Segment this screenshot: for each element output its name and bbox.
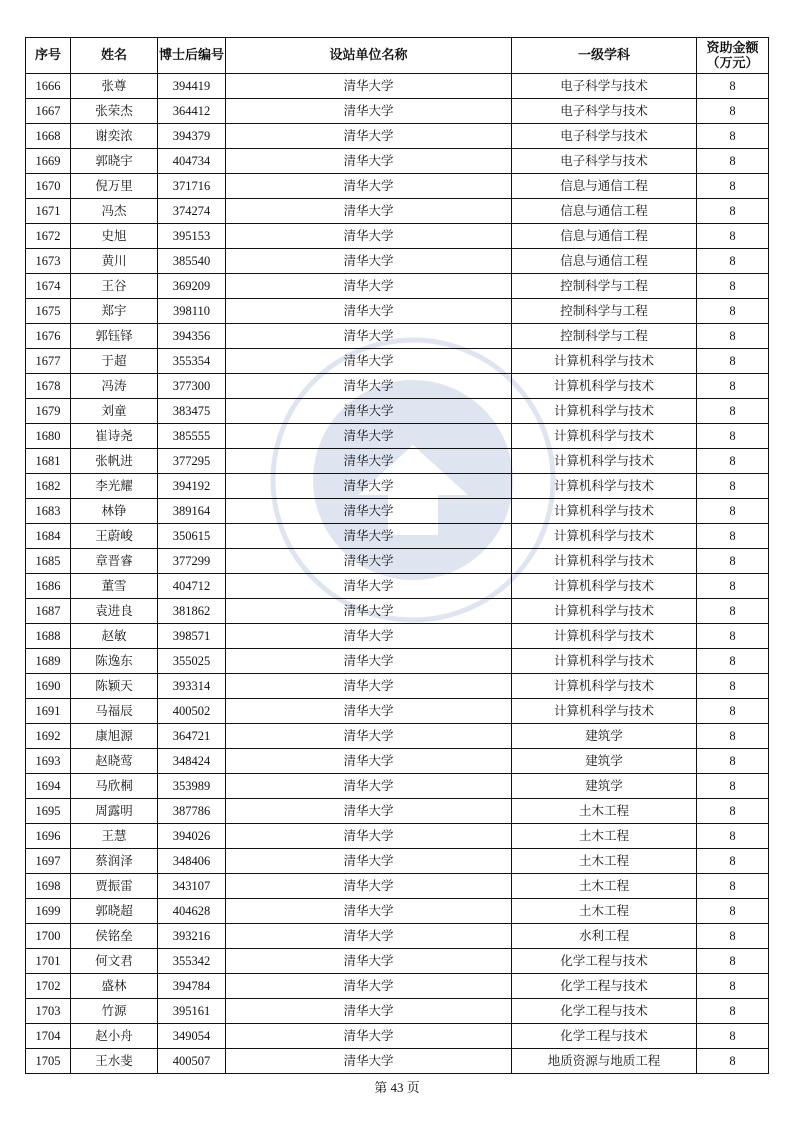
cell-index: 1678 xyxy=(26,374,71,399)
cell-postdoc-id: 398571 xyxy=(158,624,226,649)
table-header-row xyxy=(26,38,769,74)
cell-discipline: 土木工程 xyxy=(512,849,697,874)
cell-name: 冯涛 xyxy=(71,374,158,399)
cell-postdoc-id: 394379 xyxy=(158,124,226,149)
cell-postdoc-id: 355342 xyxy=(158,949,226,974)
cell-amount: 8 xyxy=(697,324,769,349)
cell-name: 倪万里 xyxy=(71,174,158,199)
cell-name: 贾振雷 xyxy=(71,874,158,899)
cell-postdoc-id: 398110 xyxy=(158,299,226,324)
cell-amount: 8 xyxy=(697,624,769,649)
table-row xyxy=(26,399,769,424)
cell-name: 郭晓超 xyxy=(71,899,158,924)
cell-index: 1683 xyxy=(26,499,71,524)
table-row xyxy=(26,474,769,499)
cell-name: 于超 xyxy=(71,349,158,374)
cell-institution: 清华大学 xyxy=(226,149,512,174)
table-row xyxy=(26,749,769,774)
cell-amount: 8 xyxy=(697,599,769,624)
cell-name: 张帆进 xyxy=(71,449,158,474)
cell-institution: 清华大学 xyxy=(226,174,512,199)
cell-name: 林铮 xyxy=(71,499,158,524)
cell-index: 1666 xyxy=(26,74,71,99)
cell-discipline: 计算机科学与技术 xyxy=(512,449,697,474)
cell-postdoc-id: 389164 xyxy=(158,499,226,524)
cell-institution: 清华大学 xyxy=(226,974,512,999)
cell-amount: 8 xyxy=(697,649,769,674)
cell-institution: 清华大学 xyxy=(226,349,512,374)
cell-discipline: 计算机科学与技术 xyxy=(512,499,697,524)
cell-amount: 8 xyxy=(697,899,769,924)
cell-discipline: 地质资源与地质工程 xyxy=(512,1049,697,1074)
cell-institution: 清华大学 xyxy=(226,949,512,974)
cell-institution: 清华大学 xyxy=(226,1024,512,1049)
cell-discipline: 化学工程与技术 xyxy=(512,974,697,999)
cell-index: 1699 xyxy=(26,899,71,924)
table-row xyxy=(26,249,769,274)
cell-discipline: 化学工程与技术 xyxy=(512,949,697,974)
table-row xyxy=(26,524,769,549)
cell-postdoc-id: 400507 xyxy=(158,1049,226,1074)
cell-postdoc-id: 377300 xyxy=(158,374,226,399)
cell-institution: 清华大学 xyxy=(226,299,512,324)
table-row xyxy=(26,699,769,724)
cell-institution: 清华大学 xyxy=(226,749,512,774)
cell-name: 董雪 xyxy=(71,574,158,599)
cell-postdoc-id: 377295 xyxy=(158,449,226,474)
cell-index: 1693 xyxy=(26,749,71,774)
cell-postdoc-id: 385540 xyxy=(158,249,226,274)
cell-index: 1681 xyxy=(26,449,71,474)
cell-name: 谢奕浓 xyxy=(71,124,158,149)
cell-postdoc-id: 383475 xyxy=(158,399,226,424)
cell-amount: 8 xyxy=(697,999,769,1024)
cell-index: 1704 xyxy=(26,1024,71,1049)
cell-amount: 8 xyxy=(697,99,769,124)
cell-institution: 清华大学 xyxy=(226,599,512,624)
cell-postdoc-id: 394026 xyxy=(158,824,226,849)
cell-postdoc-id: 355025 xyxy=(158,649,226,674)
cell-postdoc-id: 393314 xyxy=(158,674,226,699)
cell-name: 袁进良 xyxy=(71,599,158,624)
cell-discipline: 电子科学与技术 xyxy=(512,124,697,149)
cell-amount: 8 xyxy=(697,874,769,899)
cell-amount: 8 xyxy=(697,849,769,874)
cell-discipline: 信息与通信工程 xyxy=(512,249,697,274)
cell-index: 1676 xyxy=(26,324,71,349)
cell-discipline: 控制科学与工程 xyxy=(512,299,697,324)
cell-institution: 清华大学 xyxy=(226,124,512,149)
cell-discipline: 土木工程 xyxy=(512,824,697,849)
cell-name: 张尊 xyxy=(71,74,158,99)
cell-name: 李光耀 xyxy=(71,474,158,499)
cell-amount: 8 xyxy=(697,449,769,474)
cell-amount: 8 xyxy=(697,824,769,849)
cell-index: 1701 xyxy=(26,949,71,974)
cell-amount: 8 xyxy=(697,799,769,824)
cell-index: 1672 xyxy=(26,224,71,249)
cell-discipline: 电子科学与技术 xyxy=(512,74,697,99)
cell-index: 1686 xyxy=(26,574,71,599)
cell-institution: 清华大学 xyxy=(226,499,512,524)
cell-amount: 8 xyxy=(697,524,769,549)
cell-discipline: 控制科学与工程 xyxy=(512,324,697,349)
cell-discipline: 计算机科学与技术 xyxy=(512,474,697,499)
cell-amount: 8 xyxy=(697,699,769,724)
table-row xyxy=(26,1024,769,1049)
cell-discipline: 信息与通信工程 xyxy=(512,174,697,199)
cell-amount: 8 xyxy=(697,174,769,199)
cell-discipline: 计算机科学与技术 xyxy=(512,674,697,699)
cell-name: 郭晓宇 xyxy=(71,149,158,174)
cell-postdoc-id: 371716 xyxy=(158,174,226,199)
cell-institution: 清华大学 xyxy=(226,99,512,124)
table-row xyxy=(26,1049,769,1074)
cell-name: 马欣桐 xyxy=(71,774,158,799)
header-institution: 设站单位名称 xyxy=(226,38,512,74)
table-row xyxy=(26,849,769,874)
cell-name: 张荣杰 xyxy=(71,99,158,124)
cell-institution: 清华大学 xyxy=(226,874,512,899)
cell-postdoc-id: 404734 xyxy=(158,149,226,174)
table-row xyxy=(26,874,769,899)
cell-discipline: 信息与通信工程 xyxy=(512,199,697,224)
cell-postdoc-id: 394784 xyxy=(158,974,226,999)
cell-index: 1689 xyxy=(26,649,71,674)
cell-name: 史旭 xyxy=(71,224,158,249)
cell-institution: 清华大学 xyxy=(226,374,512,399)
table-row xyxy=(26,349,769,374)
cell-name: 郑宇 xyxy=(71,299,158,324)
cell-postdoc-id: 343107 xyxy=(158,874,226,899)
cell-name: 盛林 xyxy=(71,974,158,999)
table-row xyxy=(26,449,769,474)
table-row xyxy=(26,199,769,224)
table-row xyxy=(26,599,769,624)
cell-name: 周露明 xyxy=(71,799,158,824)
table-row xyxy=(26,424,769,449)
cell-postdoc-id: 395161 xyxy=(158,999,226,1024)
cell-institution: 清华大学 xyxy=(226,549,512,574)
cell-institution: 清华大学 xyxy=(226,774,512,799)
cell-institution: 清华大学 xyxy=(226,1049,512,1074)
cell-postdoc-id: 348424 xyxy=(158,749,226,774)
cell-index: 1680 xyxy=(26,424,71,449)
table-row xyxy=(26,224,769,249)
cell-discipline: 建筑学 xyxy=(512,724,697,749)
cell-index: 1691 xyxy=(26,699,71,724)
cell-amount: 8 xyxy=(697,924,769,949)
cell-postdoc-id: 381862 xyxy=(158,599,226,624)
cell-institution: 清华大学 xyxy=(226,999,512,1024)
cell-institution: 清华大学 xyxy=(226,674,512,699)
cell-index: 1677 xyxy=(26,349,71,374)
table-row xyxy=(26,99,769,124)
cell-discipline: 建筑学 xyxy=(512,774,697,799)
cell-index: 1697 xyxy=(26,849,71,874)
cell-index: 1692 xyxy=(26,724,71,749)
cell-institution: 清华大学 xyxy=(226,399,512,424)
cell-name: 黄川 xyxy=(71,249,158,274)
cell-institution: 清华大学 xyxy=(226,449,512,474)
cell-postdoc-id: 350615 xyxy=(158,524,226,549)
cell-index: 1679 xyxy=(26,399,71,424)
table-row xyxy=(26,324,769,349)
table-row xyxy=(26,624,769,649)
cell-amount: 8 xyxy=(697,399,769,424)
header-index: 序号 xyxy=(26,38,71,74)
cell-name: 王谷 xyxy=(71,274,158,299)
cell-amount: 8 xyxy=(697,1049,769,1074)
cell-postdoc-id: 394356 xyxy=(158,324,226,349)
header-postdoc-id: 博士后编号 xyxy=(158,38,226,74)
cell-amount: 8 xyxy=(697,424,769,449)
cell-discipline: 计算机科学与技术 xyxy=(512,349,697,374)
cell-amount: 8 xyxy=(697,349,769,374)
cell-index: 1694 xyxy=(26,774,71,799)
cell-name: 王蔚峻 xyxy=(71,524,158,549)
cell-amount: 8 xyxy=(697,149,769,174)
cell-institution: 清华大学 xyxy=(226,524,512,549)
cell-index: 1690 xyxy=(26,674,71,699)
table-row xyxy=(26,674,769,699)
cell-amount: 8 xyxy=(697,274,769,299)
cell-amount: 8 xyxy=(697,474,769,499)
cell-name: 陈逸东 xyxy=(71,649,158,674)
table-row xyxy=(26,299,769,324)
cell-postdoc-id: 394192 xyxy=(158,474,226,499)
cell-postdoc-id: 349054 xyxy=(158,1024,226,1049)
header-name: 姓名 xyxy=(71,38,158,74)
cell-institution: 清华大学 xyxy=(226,74,512,99)
cell-index: 1696 xyxy=(26,824,71,849)
cell-index: 1700 xyxy=(26,924,71,949)
cell-institution: 清华大学 xyxy=(226,574,512,599)
cell-postdoc-id: 364721 xyxy=(158,724,226,749)
cell-amount: 8 xyxy=(697,549,769,574)
cell-discipline: 计算机科学与技术 xyxy=(512,424,697,449)
cell-discipline: 计算机科学与技术 xyxy=(512,524,697,549)
cell-postdoc-id: 364412 xyxy=(158,99,226,124)
cell-name: 蔡润泽 xyxy=(71,849,158,874)
cell-index: 1668 xyxy=(26,124,71,149)
cell-amount: 8 xyxy=(697,949,769,974)
cell-institution: 清华大学 xyxy=(226,724,512,749)
cell-institution: 清华大学 xyxy=(226,324,512,349)
cell-name: 刘童 xyxy=(71,399,158,424)
cell-index: 1685 xyxy=(26,549,71,574)
cell-index: 1675 xyxy=(26,299,71,324)
cell-name: 王水斐 xyxy=(71,1049,158,1074)
cell-discipline: 计算机科学与技术 xyxy=(512,399,697,424)
cell-name: 康旭源 xyxy=(71,724,158,749)
cell-name: 王慧 xyxy=(71,824,158,849)
cell-discipline: 化学工程与技术 xyxy=(512,1024,697,1049)
table-row xyxy=(26,124,769,149)
cell-index: 1682 xyxy=(26,474,71,499)
table-row xyxy=(26,824,769,849)
cell-institution: 清华大学 xyxy=(226,899,512,924)
table-row xyxy=(26,774,769,799)
cell-index: 1705 xyxy=(26,1049,71,1074)
cell-discipline: 水利工程 xyxy=(512,924,697,949)
cell-institution: 清华大学 xyxy=(226,849,512,874)
cell-name: 章晋睿 xyxy=(71,549,158,574)
cell-index: 1702 xyxy=(26,974,71,999)
cell-institution: 清华大学 xyxy=(226,274,512,299)
cell-amount: 8 xyxy=(697,1024,769,1049)
cell-postdoc-id: 400502 xyxy=(158,699,226,724)
cell-institution: 清华大学 xyxy=(226,799,512,824)
cell-postdoc-id: 377299 xyxy=(158,549,226,574)
cell-name: 侯铭垒 xyxy=(71,924,158,949)
cell-discipline: 建筑学 xyxy=(512,749,697,774)
cell-postdoc-id: 393216 xyxy=(158,924,226,949)
cell-index: 1673 xyxy=(26,249,71,274)
cell-amount: 8 xyxy=(697,974,769,999)
cell-index: 1684 xyxy=(26,524,71,549)
cell-postdoc-id: 348406 xyxy=(158,849,226,874)
cell-amount: 8 xyxy=(697,674,769,699)
cell-discipline: 计算机科学与技术 xyxy=(512,699,697,724)
cell-index: 1671 xyxy=(26,199,71,224)
cell-name: 何文君 xyxy=(71,949,158,974)
cell-amount: 8 xyxy=(697,774,769,799)
funding-table xyxy=(25,37,769,1074)
cell-institution: 清华大学 xyxy=(226,824,512,849)
cell-institution: 清华大学 xyxy=(226,924,512,949)
cell-institution: 清华大学 xyxy=(226,649,512,674)
cell-discipline: 土木工程 xyxy=(512,899,697,924)
table-row xyxy=(26,274,769,299)
cell-discipline: 计算机科学与技术 xyxy=(512,649,697,674)
cell-postdoc-id: 374274 xyxy=(158,199,226,224)
cell-institution: 清华大学 xyxy=(226,474,512,499)
cell-discipline: 计算机科学与技术 xyxy=(512,549,697,574)
table-row xyxy=(26,549,769,574)
cell-postdoc-id: 369209 xyxy=(158,274,226,299)
cell-postdoc-id: 394419 xyxy=(158,74,226,99)
cell-discipline: 化学工程与技术 xyxy=(512,999,697,1024)
cell-name: 陈颖天 xyxy=(71,674,158,699)
cell-index: 1703 xyxy=(26,999,71,1024)
cell-postdoc-id: 353989 xyxy=(158,774,226,799)
table-row xyxy=(26,949,769,974)
cell-index: 1667 xyxy=(26,99,71,124)
cell-amount: 8 xyxy=(697,574,769,599)
cell-discipline: 土木工程 xyxy=(512,874,697,899)
cell-index: 1670 xyxy=(26,174,71,199)
page-number: 第 43 页 xyxy=(374,1080,420,1095)
cell-institution: 清华大学 xyxy=(226,199,512,224)
cell-amount: 8 xyxy=(697,199,769,224)
cell-postdoc-id: 404712 xyxy=(158,574,226,599)
cell-index: 1688 xyxy=(26,624,71,649)
table-row xyxy=(26,924,769,949)
cell-index: 1687 xyxy=(26,599,71,624)
cell-postdoc-id: 385555 xyxy=(158,424,226,449)
cell-amount: 8 xyxy=(697,249,769,274)
table-row xyxy=(26,374,769,399)
cell-postdoc-id: 387786 xyxy=(158,799,226,824)
cell-name: 赵敏 xyxy=(71,624,158,649)
cell-discipline: 控制科学与工程 xyxy=(512,274,697,299)
cell-index: 1669 xyxy=(26,149,71,174)
table-row xyxy=(26,899,769,924)
cell-postdoc-id: 395153 xyxy=(158,224,226,249)
cell-postdoc-id: 355354 xyxy=(158,349,226,374)
table-row xyxy=(26,799,769,824)
cell-amount: 8 xyxy=(697,374,769,399)
table-row xyxy=(26,174,769,199)
cell-amount: 8 xyxy=(697,724,769,749)
cell-discipline: 计算机科学与技术 xyxy=(512,574,697,599)
cell-amount: 8 xyxy=(697,749,769,774)
cell-discipline: 电子科学与技术 xyxy=(512,149,697,174)
cell-amount: 8 xyxy=(697,224,769,249)
cell-name: 竹源 xyxy=(71,999,158,1024)
header-discipline: 一级学科 xyxy=(512,38,697,74)
table-body xyxy=(26,74,769,1074)
table-row xyxy=(26,499,769,524)
cell-institution: 清华大学 xyxy=(226,249,512,274)
cell-discipline: 计算机科学与技术 xyxy=(512,599,697,624)
cell-index: 1695 xyxy=(26,799,71,824)
table-row xyxy=(26,974,769,999)
cell-amount: 8 xyxy=(697,499,769,524)
table-row xyxy=(26,74,769,99)
cell-discipline: 土木工程 xyxy=(512,799,697,824)
cell-discipline: 计算机科学与技术 xyxy=(512,624,697,649)
cell-name: 赵晓莺 xyxy=(71,749,158,774)
table-row xyxy=(26,574,769,599)
cell-index: 1698 xyxy=(26,874,71,899)
cell-name: 崔诗尧 xyxy=(71,424,158,449)
table-row xyxy=(26,724,769,749)
cell-amount: 8 xyxy=(697,299,769,324)
cell-discipline: 信息与通信工程 xyxy=(512,224,697,249)
cell-postdoc-id: 404628 xyxy=(158,899,226,924)
cell-discipline: 电子科学与技术 xyxy=(512,99,697,124)
cell-institution: 清华大学 xyxy=(226,624,512,649)
cell-institution: 清华大学 xyxy=(226,699,512,724)
table-row xyxy=(26,149,769,174)
cell-name: 冯杰 xyxy=(71,199,158,224)
cell-name: 赵小舟 xyxy=(71,1024,158,1049)
cell-institution: 清华大学 xyxy=(226,424,512,449)
cell-discipline: 计算机科学与技术 xyxy=(512,374,697,399)
table-row xyxy=(26,649,769,674)
cell-name: 郭钰铎 xyxy=(71,324,158,349)
cell-name: 马福辰 xyxy=(71,699,158,724)
cell-amount: 8 xyxy=(697,74,769,99)
cell-amount: 8 xyxy=(697,124,769,149)
table-row xyxy=(26,999,769,1024)
cell-index: 1674 xyxy=(26,274,71,299)
cell-institution: 清华大学 xyxy=(226,224,512,249)
header-amount: 资助金额（万元） xyxy=(697,38,769,74)
